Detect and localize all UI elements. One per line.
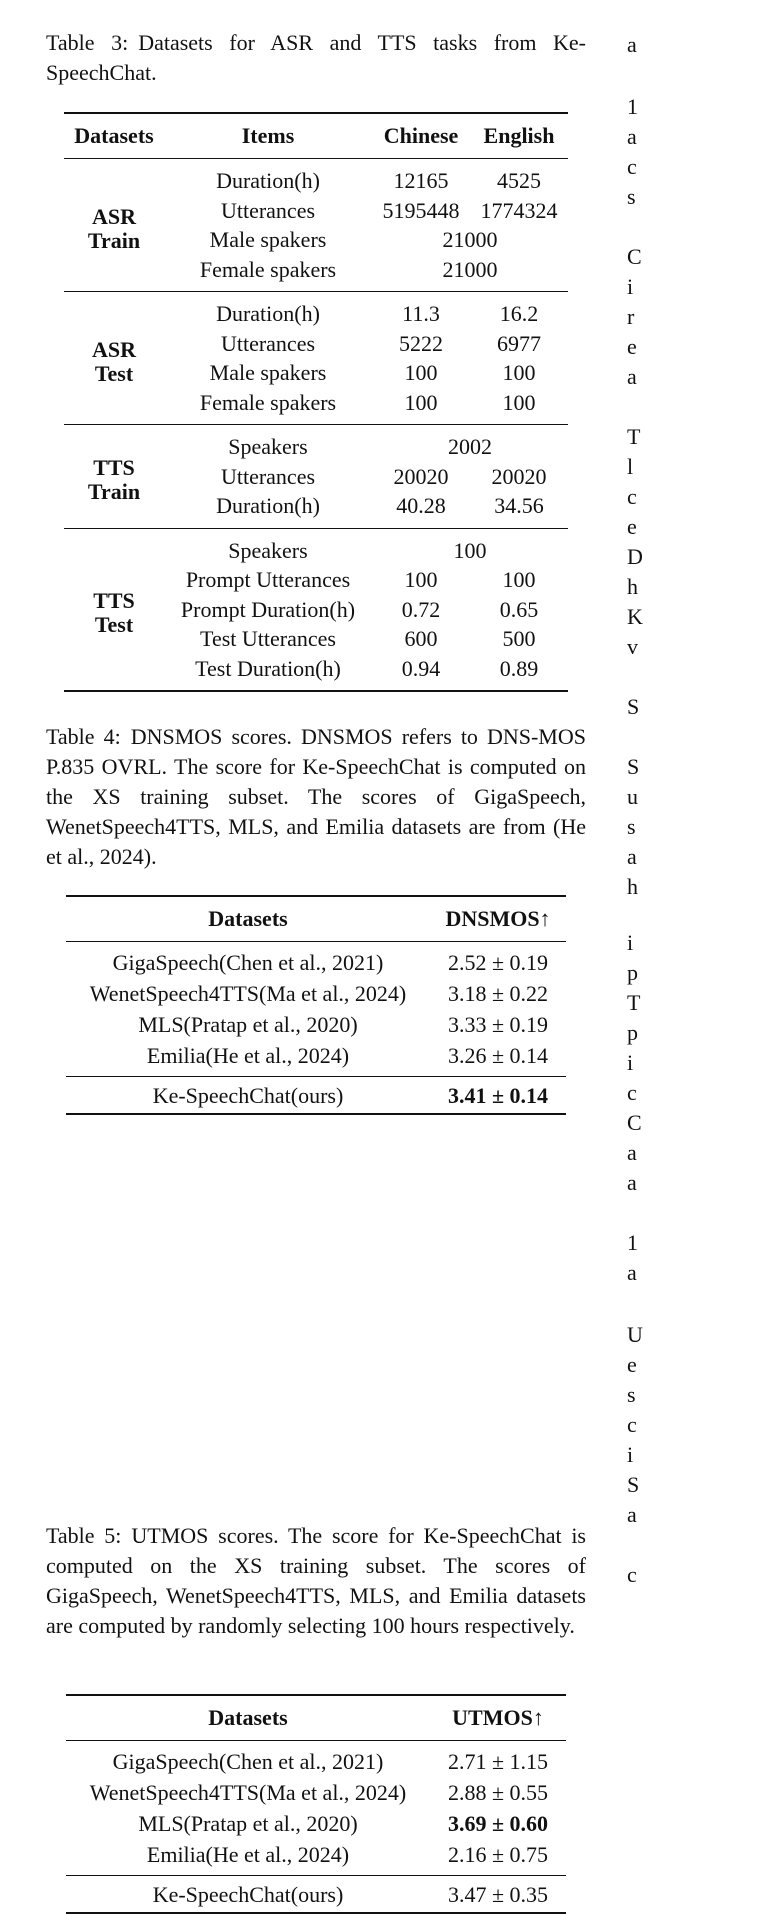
right-column-line: i bbox=[627, 274, 634, 299]
english-value: 0.65 bbox=[499, 596, 539, 622]
english-value: 0.89 bbox=[499, 655, 539, 681]
table4 bbox=[66, 895, 566, 1115]
dataset-cell: MLS(Pratap et al., 2020) bbox=[138, 1811, 358, 1836]
table-row bbox=[66, 1040, 566, 1077]
item-cell: Utterances bbox=[220, 330, 316, 356]
t4-header-score: DNSMOS↑ bbox=[445, 906, 551, 931]
item-cell: Prompt Duration(h) bbox=[180, 596, 356, 622]
english-value: 1774324 bbox=[480, 197, 558, 223]
chinese-value: 600 bbox=[404, 626, 438, 651]
english-value: 4525 bbox=[497, 168, 541, 193]
item-cell: Utterances bbox=[220, 463, 316, 489]
dataset-cell: Ke-SpeechChat(ours) bbox=[152, 1082, 344, 1108]
item-cell: Duration(h) bbox=[216, 493, 320, 518]
right-column-line: a bbox=[627, 124, 637, 149]
chinese-value: 12165 bbox=[393, 168, 449, 193]
dataset-cell: Emilia(He et al., 2024) bbox=[146, 1842, 350, 1867]
group-label: ASR Test bbox=[91, 336, 136, 386]
right-column-line: c bbox=[627, 484, 637, 509]
table3-caption-label: Table 3: bbox=[46, 30, 129, 55]
right-column-line: 1 bbox=[627, 1230, 638, 1255]
dataset-cell: GigaSpeech(Chen et al., 2021) bbox=[112, 950, 384, 975]
right-column-line: u bbox=[627, 784, 638, 809]
t4-header-datasets: Datasets bbox=[208, 906, 288, 931]
table-row bbox=[64, 528, 568, 565]
score-cell: 3.41 ± 0.14 bbox=[447, 1082, 549, 1108]
chinese-value: 0.94 bbox=[401, 655, 441, 681]
english-value: 500 bbox=[502, 626, 536, 651]
dataset-cell: GigaSpeech(Chen et al., 2021) bbox=[112, 1749, 384, 1774]
right-column-line: K bbox=[627, 604, 643, 629]
table-row bbox=[66, 1741, 566, 1778]
table-row bbox=[66, 942, 566, 979]
table4-caption-text: DNSMOS scores. DNSMOS refers to DNS-MOS P.835 OVRL. The score for Ke-SpeechChat is computed on the XS training subset. The scores of GigaSpeech, WenetSpeech4TTS, MLS, and Emilia datasets are from (He et al., 2024). bbox=[46, 724, 586, 869]
chinese-value: 0.72 bbox=[401, 596, 441, 622]
group-label: ASR Train bbox=[87, 203, 141, 253]
english-value: 100 bbox=[502, 389, 536, 415]
item-cell: Male spakers bbox=[209, 360, 327, 385]
dataset-cell: Emilia(He et al., 2024) bbox=[146, 1043, 350, 1068]
right-column-line: i bbox=[627, 1442, 634, 1467]
right-column-line: i bbox=[627, 1050, 634, 1075]
item-cell: Test Duration(h) bbox=[195, 655, 341, 681]
right-column-line: D bbox=[627, 544, 643, 569]
right-column-line: l bbox=[627, 454, 634, 479]
right-column-fragment bbox=[627, 30, 772, 1900]
right-column-line: h bbox=[627, 574, 638, 599]
right-column-line: S bbox=[627, 754, 640, 779]
table3 bbox=[64, 112, 568, 692]
table-row bbox=[64, 292, 568, 329]
right-column-line: p bbox=[627, 1020, 638, 1045]
right-column-line: S bbox=[627, 694, 640, 719]
group-label: TTS Test bbox=[93, 587, 135, 637]
table-row-ours bbox=[66, 1876, 566, 1914]
item-cell: Speakers bbox=[228, 537, 308, 563]
right-column-line: a bbox=[627, 844, 637, 869]
item-cell: Duration(h) bbox=[216, 301, 320, 326]
right-column-line: C bbox=[627, 244, 642, 269]
score-cell: 2.52 ± 0.19 bbox=[447, 950, 549, 975]
english-value: 16.2 bbox=[499, 301, 539, 326]
right-column-line: a bbox=[627, 32, 637, 57]
english-value: 20020 bbox=[491, 463, 547, 489]
item-cell: Speakers bbox=[228, 434, 308, 459]
table5-caption-text: UTMOS scores. The score for Ke-SpeechChat is computed on the XS training subset. The scores of GigaSpeech, WenetSpeech4TTS, MLS, and Emilia datasets are computed by randomly selecting 100 hours respectively. bbox=[46, 1523, 586, 1638]
right-column-line: v bbox=[627, 634, 638, 659]
item-cell: Female spakers bbox=[199, 389, 337, 415]
t3-header-english: English bbox=[483, 123, 555, 148]
chinese-value: 5222 bbox=[399, 330, 443, 356]
table-row bbox=[66, 1808, 566, 1839]
table5 bbox=[66, 1694, 566, 1914]
chinese-value: 100 bbox=[404, 360, 438, 385]
score-cell: 3.33 ± 0.19 bbox=[447, 1012, 549, 1037]
group-label: TTS Train bbox=[87, 454, 141, 504]
score-cell: 3.47 ± 0.35 bbox=[447, 1881, 549, 1907]
right-column-line: T bbox=[627, 990, 641, 1015]
t5-header-score: UTMOS↑ bbox=[452, 1705, 544, 1730]
right-column-line: c bbox=[627, 1562, 637, 1587]
right-column-line: c bbox=[627, 154, 637, 179]
t3-header-chinese: Chinese bbox=[383, 123, 459, 148]
score-cell: 2.71 ± 1.15 bbox=[447, 1749, 549, 1774]
chinese-value: 11.3 bbox=[402, 301, 440, 326]
item-cell: Male spakers bbox=[209, 227, 327, 252]
value-cell-merged: 2002 bbox=[448, 434, 492, 459]
table3-caption-text: Datasets for ASR and TTS tasks from Ke-SpeechChat. bbox=[46, 30, 586, 85]
table-row bbox=[66, 978, 566, 1009]
english-value: 100 bbox=[502, 567, 536, 592]
table-row bbox=[66, 1777, 566, 1808]
right-column-line: 1 bbox=[627, 94, 638, 119]
table-row bbox=[66, 1009, 566, 1040]
right-column-line: U bbox=[627, 1322, 643, 1347]
score-cell: 3.26 ± 0.14 bbox=[447, 1043, 549, 1068]
table-row bbox=[66, 1839, 566, 1876]
right-column-line: s bbox=[627, 814, 636, 839]
table5-caption bbox=[46, 1521, 586, 1641]
right-column-line: e bbox=[627, 1352, 637, 1377]
item-cell: Utterances bbox=[220, 197, 316, 223]
right-column-line: s bbox=[627, 1382, 636, 1407]
right-column-line: S bbox=[627, 1472, 640, 1497]
table-row-ours bbox=[66, 1077, 566, 1115]
right-column-line: a bbox=[627, 1260, 637, 1285]
item-cell: Duration(h) bbox=[216, 168, 320, 193]
right-column-line: r bbox=[627, 304, 635, 329]
right-column-line: h bbox=[627, 874, 638, 899]
t3-header-items: Items bbox=[241, 123, 295, 148]
right-column-line: a bbox=[627, 364, 637, 389]
english-value: 100 bbox=[502, 360, 536, 385]
right-column-line: e bbox=[627, 514, 637, 539]
score-cell: 2.16 ± 0.75 bbox=[447, 1842, 549, 1867]
right-column-line: C bbox=[627, 1110, 642, 1135]
right-column-line: s bbox=[627, 184, 636, 209]
chinese-value: 100 bbox=[404, 567, 438, 592]
chinese-value: 40.28 bbox=[396, 493, 446, 518]
right-column-line: a bbox=[627, 1140, 637, 1165]
value-cell-merged: 100 bbox=[453, 537, 487, 563]
value-cell-merged: 21000 bbox=[442, 227, 498, 252]
right-column-line: c bbox=[627, 1080, 637, 1105]
score-cell: 3.69 ± 0.60 bbox=[447, 1811, 549, 1836]
dataset-cell: WenetSpeech4TTS(Ma et al., 2024) bbox=[89, 981, 407, 1006]
dataset-cell: MLS(Pratap et al., 2020) bbox=[138, 1012, 358, 1037]
dataset-cell: WenetSpeech4TTS(Ma et al., 2024) bbox=[89, 1780, 407, 1805]
right-column-line: i bbox=[627, 930, 634, 955]
t5-header-datasets: Datasets bbox=[208, 1705, 288, 1730]
right-column-line: e bbox=[627, 334, 637, 359]
table-row bbox=[64, 425, 568, 462]
value-cell-merged: 21000 bbox=[442, 256, 498, 282]
english-value: 6977 bbox=[497, 330, 541, 356]
english-value: 34.56 bbox=[494, 493, 544, 518]
item-cell: Prompt Utterances bbox=[185, 567, 351, 592]
right-column-line: a bbox=[627, 1170, 637, 1195]
item-cell: Test Utterances bbox=[200, 626, 336, 651]
chinese-value: 20020 bbox=[393, 463, 449, 489]
dataset-cell: Ke-SpeechChat(ours) bbox=[152, 1881, 344, 1907]
right-column-line: a bbox=[627, 1502, 637, 1527]
t3-header-datasets: Datasets bbox=[74, 123, 154, 148]
right-column-line: c bbox=[627, 1412, 637, 1437]
table4-caption-label: Table 4: bbox=[46, 724, 121, 749]
table3-caption bbox=[46, 28, 586, 88]
table4-caption bbox=[46, 722, 586, 872]
item-cell: Female spakers bbox=[199, 256, 337, 282]
right-column-line: p bbox=[627, 960, 638, 985]
table-row bbox=[64, 159, 568, 196]
score-cell: 2.88 ± 0.55 bbox=[447, 1780, 549, 1805]
chinese-value: 100 bbox=[404, 389, 438, 415]
right-column-line: T bbox=[627, 424, 641, 449]
table5-caption-label: Table 5: bbox=[46, 1523, 122, 1548]
score-cell: 3.18 ± 0.22 bbox=[447, 981, 549, 1006]
chinese-value: 5195448 bbox=[382, 197, 460, 223]
